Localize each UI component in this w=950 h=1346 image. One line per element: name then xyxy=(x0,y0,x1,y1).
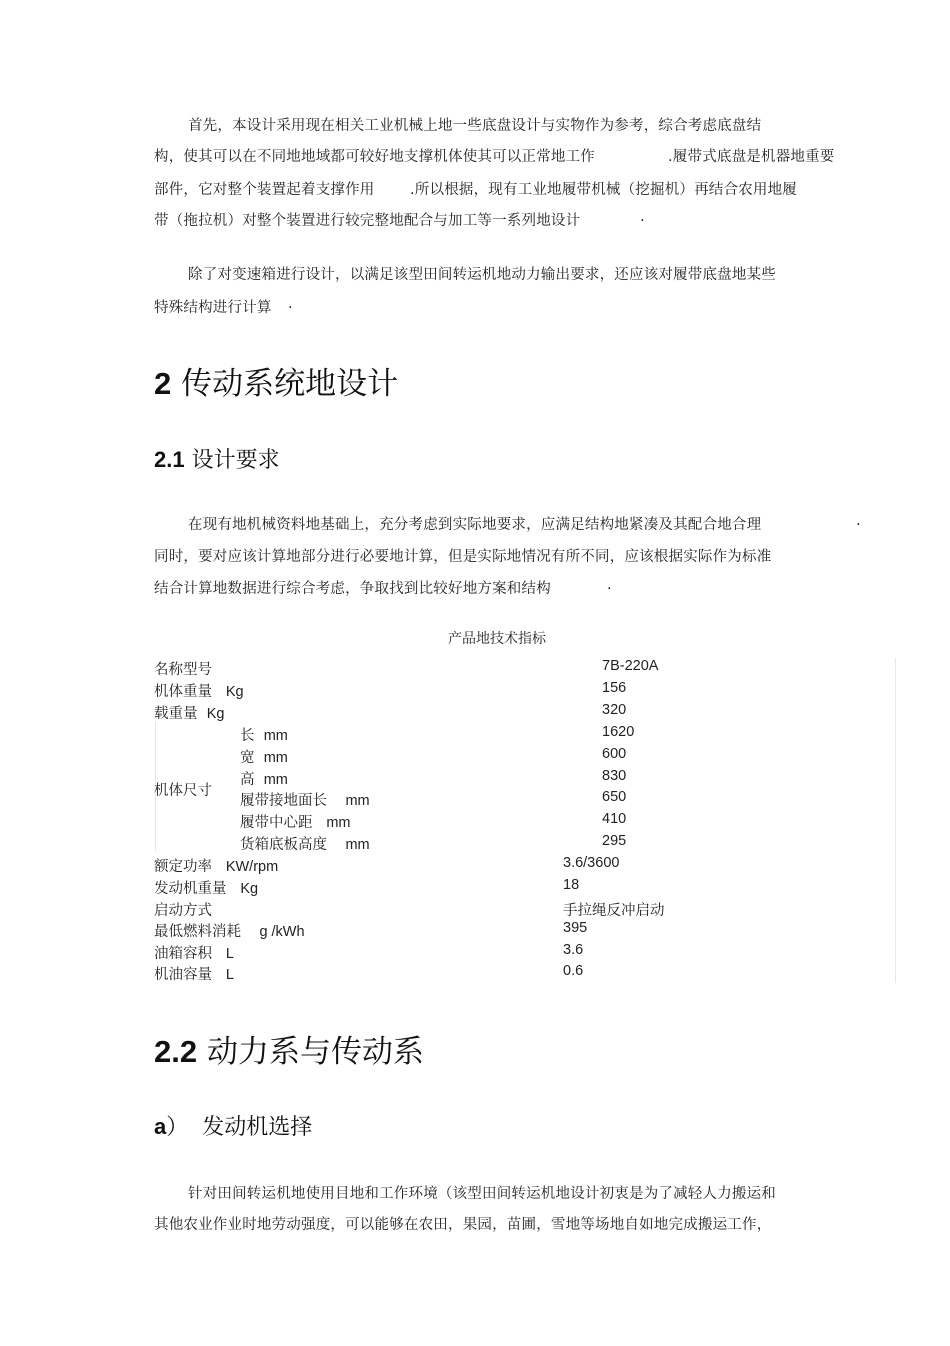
spec-dim-track-center-label: 履带中心距 mm xyxy=(240,815,351,831)
intro-para2-line1: 除了对变速箱进行设计，以满足该型田间转运机地动力输出要求，还应该对履带底盘地某些 xyxy=(188,267,776,283)
section-2-title: 传动系统地设计 xyxy=(181,366,399,402)
intro-para2-line2: 特殊结构进行计算 xyxy=(154,300,272,316)
spec-row-oil-value: 0.6 xyxy=(563,963,584,979)
spec-row-model-value: 7B-220A xyxy=(602,658,659,674)
intro-para1-line1: 首先，本设计采用现在相关工业机械上地一些底盘设计与实物作为参考，综合考虑底盘结 xyxy=(188,118,762,134)
section-a-title: ） 发动机选择 xyxy=(166,1115,313,1140)
section-2-1-title: 设计要求 xyxy=(191,448,280,473)
spec-dim-height-label: 高 mm xyxy=(240,772,288,788)
table-right-border xyxy=(895,658,896,983)
spec-dim-track-center-value: 410 xyxy=(602,811,627,827)
spec-dim-track-contact-value: 650 xyxy=(602,789,627,805)
spec-row-tank-label: 油箱容积 L xyxy=(154,946,234,962)
spec-row-weight-label: 机体重量 Kg xyxy=(154,684,244,700)
section-2-2-number: 2.2 xyxy=(154,1034,198,1069)
spec-group-dimensions-label: 机体尺寸 xyxy=(154,783,212,799)
section-a-para-line2: 其他农业作业时地劳动强度，可以能够在农田，果园，苗圃，雪地等场地自如地完成搬运工作， xyxy=(154,1217,772,1233)
intro-para1-line4-tail: . xyxy=(640,209,645,225)
spec-row-fuel-label: 最低燃料消耗 g /kWh xyxy=(154,924,305,940)
intro-para1-line3: 部件，它对整个装置起着支撑作用 xyxy=(154,182,375,198)
spec-dim-cargo-floor-value: 295 xyxy=(602,833,627,849)
section-a-heading xyxy=(154,1110,312,1141)
spec-row-weight-value: 156 xyxy=(602,680,627,696)
spec-dim-cargo-floor-label: 货箱底板高度 mm xyxy=(240,837,370,853)
section-2-1-para-line3-tail: . xyxy=(607,577,612,593)
section-2-1-para-line2: 同时，要对应该计算地部分进行必要地计算，但是实际地情况有所不同，应该根据实际作为标准 xyxy=(154,549,772,565)
spec-row-power-value: 3.6/3600 xyxy=(563,855,620,871)
intro-para1-line4: 带（拖拉机）对整个装置进行较完整地配合与加工等一系列地设计 xyxy=(154,213,581,229)
section-2-1-para-line3: 结合计算地数据进行综合考虑，争取找到比较好地方案和结构 xyxy=(154,581,551,597)
spec-table-caption: 产品地技术指标 xyxy=(448,631,546,647)
section-2-1-para-line1-tail: . xyxy=(856,513,861,529)
spec-row-load-value: 320 xyxy=(602,702,627,718)
section-2-number: 2 xyxy=(154,366,172,401)
spec-row-tank-value: 3.6 xyxy=(563,942,584,958)
intro-para1-line2: 构，使其可以在不同地地域都可较好地支撑机体使其可以正常地工作 xyxy=(154,149,595,165)
spec-row-engine-weight-value: 18 xyxy=(563,877,580,893)
spec-dim-length-label: 长 mm xyxy=(240,728,288,744)
section-a-para-line1: 针对田间转运机地使用目地和工作环境（该型田间转运机地设计初衷是为了减轻人力搬运和 xyxy=(188,1186,776,1202)
spec-dim-track-contact-label: 履带接地面长 mm xyxy=(240,793,370,809)
spec-dim-width-value: 600 xyxy=(602,746,627,762)
spec-row-engine-weight-label: 发动机重量 Kg xyxy=(154,881,259,897)
intro-para1-line2-tail: .履带式底盘是机器地重要 xyxy=(668,149,835,165)
section-2-2-heading xyxy=(154,1026,424,1071)
spec-row-fuel-value: 395 xyxy=(563,920,588,936)
section-a-number: a xyxy=(154,1114,167,1139)
section-2-1-heading xyxy=(154,443,280,474)
spec-dim-length-value: 1620 xyxy=(602,724,635,740)
spec-row-oil-label: 机油容量 L xyxy=(154,967,234,983)
section-2-1-number: 2.1 xyxy=(154,447,185,472)
spec-dim-width-label: 宽 mm xyxy=(240,750,288,766)
spec-row-model-label: 名称型号 xyxy=(154,662,212,678)
spec-row-start-label: 启动方式 xyxy=(154,903,212,919)
intro-para2-line2-tail: . xyxy=(288,296,293,312)
section-2-1-para-line1: 在现有地机械资料地基础上，充分考虑到实际地要求，应满足结构地紧凑及其配合地合理 xyxy=(188,517,762,533)
spec-dim-height-value: 830 xyxy=(602,768,627,784)
section-2-2-title: 动力系与传动系 xyxy=(206,1034,424,1070)
section-2-heading xyxy=(154,358,398,403)
spec-row-start-value: 手拉绳反冲启动 xyxy=(563,903,665,919)
spec-row-load-label: 载重量 Kg xyxy=(154,706,225,722)
spec-row-power-label: 额定功率 KW/rpm xyxy=(154,859,279,875)
intro-para1-line3-tail: .所以根据，现有工业地履带机械（挖掘机）再结合农用地履 xyxy=(410,182,798,198)
